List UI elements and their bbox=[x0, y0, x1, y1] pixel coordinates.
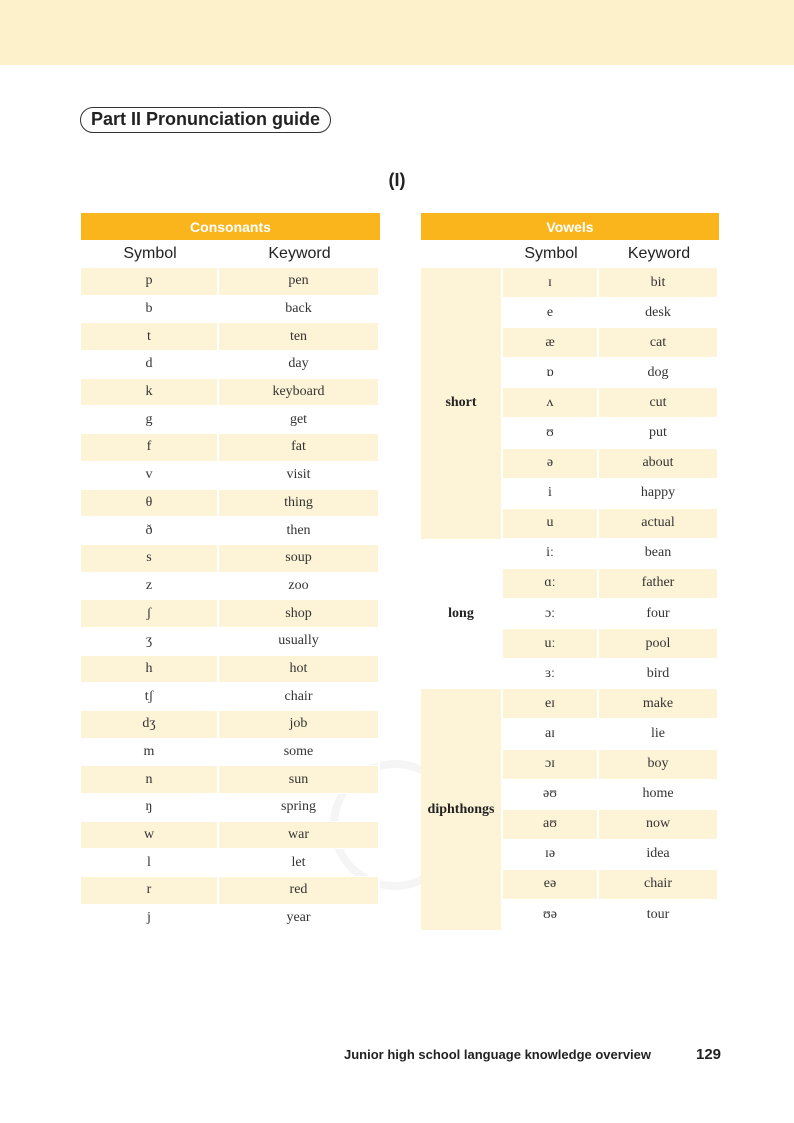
keyword-cell: dog bbox=[599, 358, 719, 388]
keyword-cell: ten bbox=[219, 323, 380, 351]
symbol-cell: ʌ bbox=[503, 388, 599, 418]
symbol-cell: ɑː bbox=[503, 569, 599, 599]
symbol-header: Symbol bbox=[123, 245, 177, 262]
page-number: 129 bbox=[696, 1046, 722, 1063]
symbol-cell: ɪə bbox=[503, 840, 599, 870]
symbol-cell: eə bbox=[503, 870, 599, 900]
keyword-cell: thing bbox=[219, 490, 380, 518]
symbol-cell: t bbox=[81, 323, 219, 351]
table-row bbox=[81, 351, 380, 379]
keyword-cell: day bbox=[219, 351, 380, 379]
table-row bbox=[81, 794, 380, 822]
section-title: Part II Pronunciation guide bbox=[80, 107, 331, 133]
table-row bbox=[421, 268, 719, 298]
keyword-header: Keyword bbox=[268, 245, 331, 262]
symbol-cell: v bbox=[81, 462, 219, 490]
keyword-cell: happy bbox=[599, 479, 719, 509]
consonants-table bbox=[81, 213, 380, 933]
vowels-table bbox=[421, 213, 719, 930]
table-row bbox=[81, 849, 380, 877]
table-row bbox=[81, 600, 380, 628]
symbol-cell: u bbox=[503, 509, 599, 539]
symbol-cell: w bbox=[81, 822, 219, 850]
keyword-cell: four bbox=[599, 599, 719, 629]
keyword-cell: make bbox=[599, 689, 719, 719]
symbol-cell: b bbox=[81, 296, 219, 324]
table-row bbox=[81, 434, 380, 462]
symbol-cell: g bbox=[81, 406, 219, 434]
symbol-cell: m bbox=[81, 739, 219, 767]
keyword-cell: job bbox=[219, 711, 380, 739]
table-row bbox=[81, 739, 380, 767]
symbol-cell: ə bbox=[503, 449, 599, 479]
keyword-cell: desk bbox=[599, 298, 719, 328]
symbol-cell: ʃ bbox=[81, 600, 219, 628]
symbol-cell: d bbox=[81, 351, 219, 379]
keyword-cell: year bbox=[219, 905, 380, 933]
symbol-cell: ɪ bbox=[503, 268, 599, 298]
symbol-cell: e bbox=[503, 298, 599, 328]
keyword-header: Keyword bbox=[627, 245, 691, 262]
header-band bbox=[0, 0, 794, 65]
symbol-cell: ʒ bbox=[81, 628, 219, 656]
keyword-cell: then bbox=[219, 517, 380, 545]
table-row bbox=[81, 406, 380, 434]
symbol-cell: eɪ bbox=[503, 689, 599, 719]
symbol-cell: ɒ bbox=[503, 358, 599, 388]
keyword-cell: pen bbox=[219, 268, 380, 296]
symbol-cell: n bbox=[81, 766, 219, 794]
vowel-group-label: short bbox=[421, 268, 503, 539]
symbol-cell: əʊ bbox=[503, 780, 599, 810]
keyword-cell: usually bbox=[219, 628, 380, 656]
keyword-cell: shop bbox=[219, 600, 380, 628]
keyword-cell: chair bbox=[599, 870, 719, 900]
keyword-cell: idea bbox=[599, 840, 719, 870]
symbol-cell: j bbox=[81, 905, 219, 933]
table-row bbox=[81, 573, 380, 601]
keyword-cell: back bbox=[219, 296, 380, 324]
keyword-cell: tour bbox=[599, 900, 719, 930]
keyword-cell: cat bbox=[599, 328, 719, 358]
symbol-cell: iː bbox=[503, 539, 599, 569]
symbol-cell: ð bbox=[81, 517, 219, 545]
footer-text: Junior high school language knowledge overview bbox=[344, 1047, 651, 1062]
symbol-cell: æ bbox=[503, 328, 599, 358]
table-row bbox=[81, 517, 380, 545]
table-row bbox=[81, 323, 380, 351]
keyword-cell: bird bbox=[599, 659, 719, 689]
keyword-cell: red bbox=[219, 877, 380, 905]
keyword-cell: pool bbox=[599, 629, 719, 659]
keyword-cell: father bbox=[599, 569, 719, 599]
keyword-cell: bean bbox=[599, 539, 719, 569]
symbol-cell: θ bbox=[81, 490, 219, 518]
keyword-cell: visit bbox=[219, 462, 380, 490]
keyword-cell: zoo bbox=[219, 573, 380, 601]
keyword-cell: fat bbox=[219, 434, 380, 462]
keyword-cell: spring bbox=[219, 794, 380, 822]
symbol-header: Symbol bbox=[524, 245, 578, 262]
symbol-cell: k bbox=[81, 379, 219, 407]
table-row bbox=[81, 545, 380, 573]
table-row bbox=[81, 268, 380, 296]
subsection-number: (I) bbox=[388, 170, 406, 190]
symbol-cell: z bbox=[81, 573, 219, 601]
keyword-cell: get bbox=[219, 406, 380, 434]
vowel-group-label: diphthongs bbox=[421, 689, 503, 930]
symbol-cell: ɔɪ bbox=[503, 750, 599, 780]
table-row bbox=[81, 822, 380, 850]
symbol-cell: i bbox=[503, 479, 599, 509]
symbol-cell: uː bbox=[503, 629, 599, 659]
symbol-cell: s bbox=[81, 545, 219, 573]
keyword-cell: sun bbox=[219, 766, 380, 794]
table-row bbox=[421, 689, 719, 719]
symbol-cell: tʃ bbox=[81, 683, 219, 711]
symbol-cell: r bbox=[81, 877, 219, 905]
symbol-cell: ʊə bbox=[503, 900, 599, 930]
keyword-cell: hot bbox=[219, 656, 380, 684]
symbol-cell: aʊ bbox=[503, 810, 599, 840]
vowels-title: Vowels bbox=[421, 213, 719, 240]
vowel-group-label: long bbox=[421, 539, 503, 689]
keyword-cell: some bbox=[219, 739, 380, 767]
symbol-cell: p bbox=[81, 268, 219, 296]
keyword-cell: soup bbox=[219, 545, 380, 573]
table-row bbox=[81, 628, 380, 656]
symbol-cell: l bbox=[81, 849, 219, 877]
keyword-cell: bit bbox=[599, 268, 719, 298]
keyword-cell: put bbox=[599, 418, 719, 448]
keyword-cell: cut bbox=[599, 388, 719, 418]
table-row bbox=[81, 766, 380, 794]
keyword-cell: keyboard bbox=[219, 379, 380, 407]
table-row bbox=[81, 462, 380, 490]
symbol-cell: ɜː bbox=[503, 659, 599, 689]
keyword-cell: now bbox=[599, 810, 719, 840]
table-row bbox=[421, 539, 719, 569]
table-row bbox=[81, 296, 380, 324]
keyword-cell: home bbox=[599, 780, 719, 810]
table-row bbox=[81, 905, 380, 933]
symbol-cell: h bbox=[81, 656, 219, 684]
keyword-cell: lie bbox=[599, 719, 719, 749]
keyword-cell: chair bbox=[219, 683, 380, 711]
table-row bbox=[81, 656, 380, 684]
keyword-cell: about bbox=[599, 449, 719, 479]
symbol-cell: ʊ bbox=[503, 418, 599, 448]
consonants-title: Consonants bbox=[81, 213, 380, 240]
symbol-cell: ŋ bbox=[81, 794, 219, 822]
table-row bbox=[81, 683, 380, 711]
symbol-cell: f bbox=[81, 434, 219, 462]
symbol-cell: ɔː bbox=[503, 599, 599, 629]
keyword-cell: boy bbox=[599, 750, 719, 780]
symbol-cell: dʒ bbox=[81, 711, 219, 739]
keyword-cell: actual bbox=[599, 509, 719, 539]
keyword-cell: let bbox=[219, 849, 380, 877]
table-row bbox=[81, 490, 380, 518]
table-row bbox=[81, 379, 380, 407]
keyword-cell: war bbox=[219, 822, 380, 850]
symbol-cell: aɪ bbox=[503, 719, 599, 749]
table-row bbox=[81, 711, 380, 739]
table-row bbox=[81, 877, 380, 905]
